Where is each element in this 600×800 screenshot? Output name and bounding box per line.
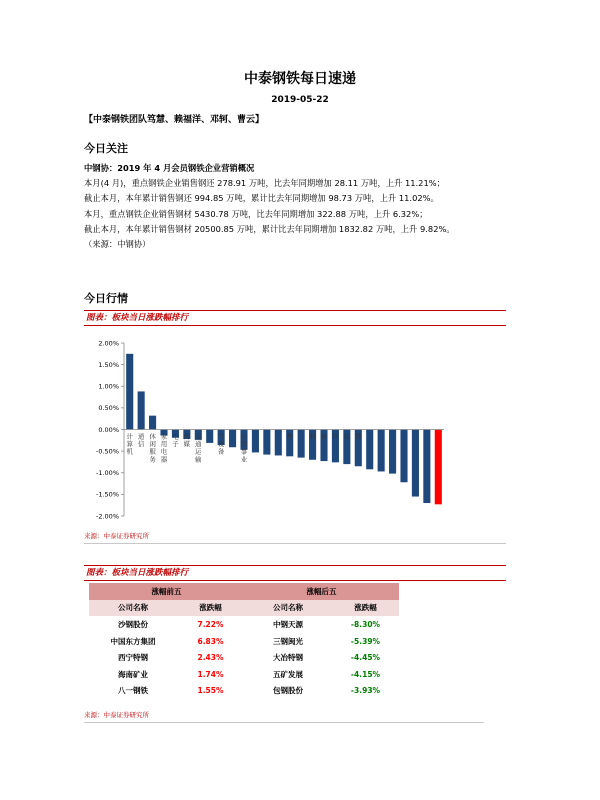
x-category-label: 备 — [320, 432, 328, 441]
bar-有色金属 — [400, 430, 407, 483]
figure2-title: 图表：板块当日涨跌幅排行 — [84, 565, 506, 581]
bottom-change: -5.39% — [350, 636, 381, 646]
table-row — [89, 666, 399, 683]
news-line: 截止本月，本年累计销售钢材 20500.85 万吨，累计比去年同期增加 1832.82 万吨，上升 9.82%。 — [84, 223, 455, 234]
bar-化工 — [252, 430, 259, 453]
bar-房地产 — [389, 430, 396, 474]
top-five-header: 涨幅前五 — [89, 583, 244, 600]
y-tick-label: 0.50% — [98, 404, 119, 413]
divider — [84, 543, 506, 544]
x-category-label: 交通运输 — [195, 432, 202, 464]
figure2-source: 来源：中泰证券研究所 — [84, 711, 149, 719]
table-row — [89, 633, 399, 650]
col-company: 公司名称 — [244, 600, 332, 617]
bottom-five-header: 涨幅后五 — [244, 583, 399, 600]
bottom-change: -4.45% — [350, 653, 381, 663]
y-tick-label: 0.00% — [98, 425, 119, 434]
y-tick-label: -0.50% — [96, 447, 119, 456]
top-change: 1.55% — [197, 686, 224, 696]
bar-钢铁 — [435, 430, 442, 505]
top-company: 八一钢铁 — [118, 686, 148, 696]
table-row — [89, 649, 399, 666]
bottom-change: -3.93% — [350, 686, 381, 696]
section-today-focus: 今日关注 — [84, 142, 128, 155]
x-category-label: 公用事业 — [240, 432, 248, 464]
top-company: 中国东方集团 — [110, 636, 156, 646]
bottom-company: 大冶特钢 — [273, 653, 303, 663]
x-category-label: 气设备 — [217, 432, 225, 456]
top-change: 2.43% — [197, 653, 224, 663]
top-company: 沙钢股份 — [118, 619, 148, 629]
x-category-label: 传媒 — [183, 432, 191, 449]
x-category-label: 家用电器 — [160, 432, 168, 464]
bar-轻工制造 — [206, 430, 213, 443]
divider — [84, 722, 484, 723]
bar-商业贸易 — [263, 430, 270, 455]
y-tick-label: 1.50% — [98, 360, 119, 369]
figure1-title: 图表：板块当日涨跌幅排行 — [84, 310, 506, 326]
y-tick-label: 2.00% — [98, 339, 119, 348]
bar-银行 — [298, 430, 305, 458]
top-change: 7.22% — [197, 619, 224, 629]
bar-通信 — [138, 391, 145, 429]
x-category-label: 通信 — [137, 432, 145, 449]
x-category-label: 计算机 — [126, 432, 133, 456]
top-company: 海南矿业 — [118, 669, 148, 679]
bar-休闲服务 — [149, 416, 156, 430]
table-row — [89, 616, 399, 633]
news-line: 本月，重点钢铁企业销售钢材 5430.78 万吨，比去年同期增加 322.88 万吨，上升 6.32%； — [84, 208, 428, 219]
top-company: 西宁特钢 — [118, 653, 148, 663]
bottom-change: -8.30% — [350, 619, 381, 629]
news-line: 本月(4 月)，重点钢铁企业销售钢还 278.91 万吨，比去年同期增加 28.11 万吨，上升 11.21%； — [84, 178, 445, 189]
bar-非银金融 — [366, 430, 373, 470]
x-category-label: 饰 — [355, 432, 362, 441]
x-category-label: 休闲服务 — [149, 432, 156, 464]
document-title: 中泰钢铁每日速递 — [244, 71, 356, 87]
y-tick-label: -2.00% — [96, 512, 119, 521]
y-tick-label: 1.00% — [98, 382, 119, 391]
news-line: （来源：中钢协） — [84, 239, 151, 250]
bar-汽车 — [229, 430, 236, 448]
bar-采掘 — [412, 430, 419, 497]
bottom-company: 五矿发展 — [273, 669, 303, 679]
news-line: 截止本月，本年累计销售钢还 994.85 万吨，累计比去年同期增加 98.73 万吨，上升 11.02%。 — [84, 193, 439, 204]
x-category-label: 料 — [309, 432, 316, 441]
top-change: 6.83% — [197, 636, 224, 646]
bottom-company: 中钢天源 — [273, 619, 303, 629]
bottom-change: -4.15% — [350, 669, 381, 679]
news-block — [84, 161, 524, 252]
team-line: 【中泰钢铁团队笃慧、赖福洋、邓轲、曹云】 — [84, 115, 265, 125]
bar-建筑装饰 — [423, 430, 430, 504]
bottom-company: 包钢股份 — [273, 686, 303, 696]
sector-bar-chart — [84, 330, 506, 530]
col-company: 公司名称 — [89, 600, 177, 617]
x-category-label: 装 — [343, 432, 351, 441]
top-change: 1.74% — [197, 669, 224, 679]
bottom-company: 三钢闽光 — [273, 636, 303, 646]
top-bottom-table — [89, 583, 399, 699]
x-category-label: 料 — [332, 432, 339, 441]
bar-纺织服装 — [275, 430, 282, 456]
x-category-label: 物 — [286, 432, 293, 441]
document-date: 2019-05-22 — [271, 95, 329, 105]
y-tick-label: -1.50% — [96, 490, 119, 499]
x-category-label: 电子 — [172, 432, 179, 449]
news-lead: 中钢协：2019 年 4 月会员钢铁企业营销概况 — [84, 163, 255, 173]
figure1-source: 来源：中泰证券研究所 — [84, 532, 149, 540]
col-change: 涨跌幅 — [177, 600, 244, 617]
section-market: 今日行情 — [84, 292, 128, 305]
y-tick-label: -1.00% — [96, 469, 119, 478]
bar-计算机 — [126, 354, 133, 430]
bar-电气设备 — [378, 430, 385, 472]
table-row — [89, 683, 399, 700]
col-change: 涨跌幅 — [332, 600, 399, 617]
